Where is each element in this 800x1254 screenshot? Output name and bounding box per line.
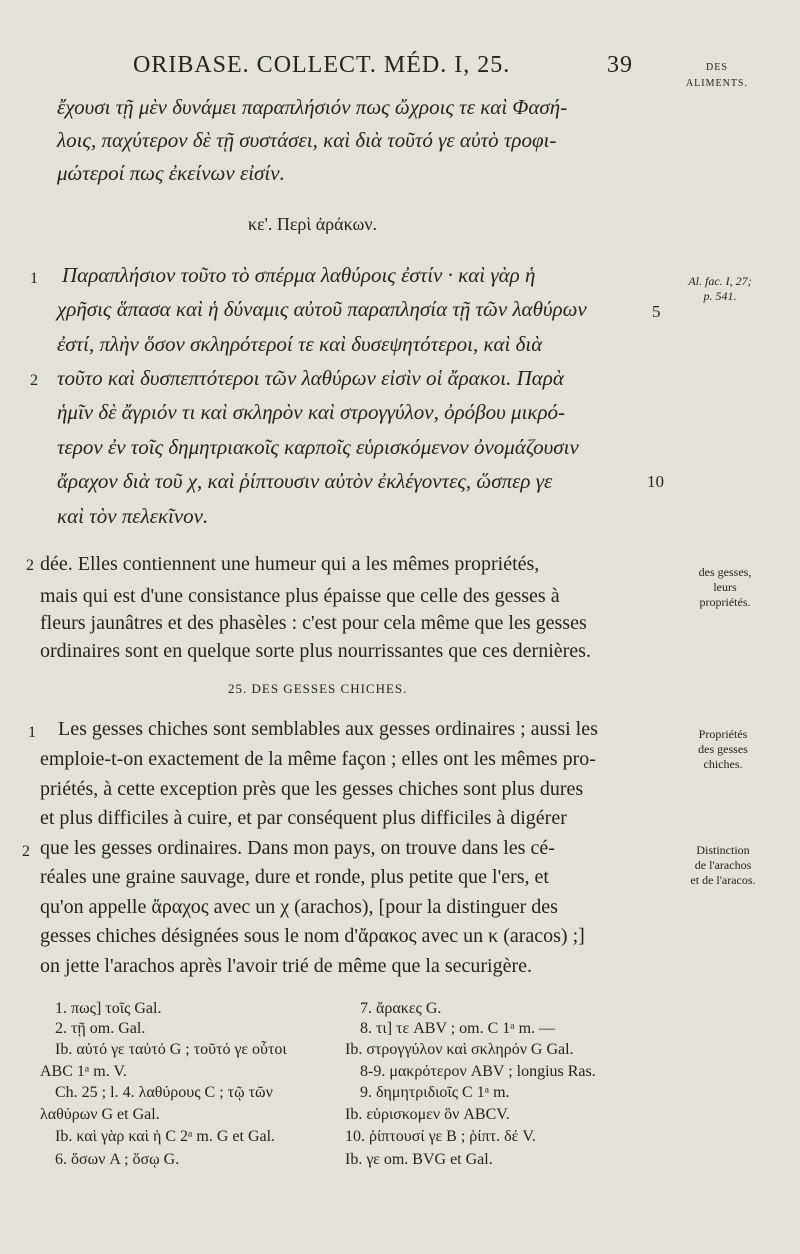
note-line: Propriétés [698,727,748,741]
footnote: 7. ἄρακες G. [360,1000,442,1017]
side-title-line: DES [706,62,728,73]
line-number: 10 [647,472,664,491]
greek-line: τοῦτο καὶ δυσπεπτότεροι τῶν λαθύρων εἰσὶν οἱ ἄρακοι. Παρὰ [57,366,564,390]
french-line: réales une graine sauvage, dure et ronde, plus petite que l'ers, et [40,866,549,888]
french-chapter-heading: 25. DES GESSES CHICHES. [228,681,408,696]
note-line: des gesses, [698,565,752,579]
footnote: Ib. εὑρισκομεν ὃν ABCV. [345,1106,510,1123]
footnote: ABC 1ᵃ m. V. [40,1063,127,1080]
footnote: 10. ῥίπτουσί γε B ; ῥίπτ. δέ V. [345,1128,536,1145]
french-line: qu'on appelle ἄραχος avec un χ (arachos), [pour la distinguer des [40,896,558,918]
line-number: 5 [652,302,661,321]
margin-note [668,727,778,772]
note-line: Al. fac. I, 27; [688,274,752,288]
margin-number: 2 [26,557,34,574]
margin-number: 2 [30,372,38,389]
french-line: Les gesses chiches sont semblables aux gesses ordinaires ; aussi les [58,718,598,740]
note-line: leurs [713,580,737,594]
french-line: dée. Elles contiennent une humeur qui a les mêmes propriétés, [40,553,540,575]
greek-line: Παραπλήσιον τοῦτο τὸ σπέρμα λαθύροις ἐστίν · καὶ γὰρ ἡ [62,263,536,287]
footnote: Ib. καὶ γὰρ καὶ ἡ C 2ᵃ m. G et Gal. [55,1128,276,1145]
page-number: 39 [607,52,633,78]
greek-line: τερον ἐν τοῖς δημητριακοῖς καρποῖς εὑρισκόμενον ὀνομάζουσιν [57,435,579,459]
note-line: chiches. [703,757,743,771]
greek-line: ἔχουσι τῇ μὲν δυνάμει παραπλήσιόν πως ὤχροις τε καὶ Φασή- [57,95,568,119]
footnote: 6. ὅσων A ; ὅσῳ G. [55,1151,180,1168]
margin-number: 2 [22,843,30,860]
greek-line: ἡμῖν δὲ ἄγριόν τι καὶ σκληρὸν καὶ στρογγύλον, ὀρόβου μικρό- [57,400,566,424]
french-line: gesses chiches désignées sous le nom d'ἄρακος avec un κ (aracos) ;] [40,925,585,947]
margin-number: 1 [30,270,38,287]
french-line: priétés, à cette exception près que les gesses chiches sont plus dures [40,778,584,800]
footnote: 8. τι] τε ABV ; om. C 1ᵃ m. — [360,1020,556,1037]
note-line: Distinction [696,843,750,857]
source-note [665,274,775,304]
margin-note [670,565,780,610]
footnote: Ib. αὐτό γε ταὐτό G ; τοῦτό γε οὗτοι [55,1041,287,1058]
footnote: Ib. γε om. BVG et Gal. [345,1151,493,1168]
note-line: de l'arachos [694,858,752,872]
footnote: 2. τῇ om. Gal. [55,1020,146,1037]
footnote: 9. δημητριδιοῖς C 1ᵃ m. [360,1084,510,1101]
greek-line: λοις, παχύτερον δὲ τῇ συστάσει, καὶ διὰ τοῦτό γε αὐτὸ τροφι- [57,128,557,152]
footnote: Ch. 25 ; l. 4. λαθύρους C ; τῷ τῶν [55,1084,273,1101]
footnote: Ib. στρογγύλον καὶ σκληρόν G Gal. [345,1041,574,1058]
french-line: mais qui est d'une consistance plus épaisse que celle des gesses à [40,585,560,607]
margin-number: 1 [28,724,36,741]
greek-line: χρῆσις ἅπασα καὶ ἡ δύναμις αὐτοῦ παραπλησία τῇ τῶν λαθύρων [57,297,587,321]
french-line: ordinaires sont en quelque sorte plus nourrissantes que ces dernières. [40,640,591,662]
greek-line: ἐστί, πλὴν ὅσον σκληρότεροί τε καὶ δυσεψητότεροι, καὶ διὰ [57,332,543,356]
running-header [133,52,633,79]
french-line: emploie-t-on exactement de la même façon ; elles ont les mêmes pro- [40,748,596,770]
greek-line: καὶ τὸν πελεκῖνον. [57,504,209,528]
note-line: des gesses [698,742,748,756]
margin-note [668,843,778,888]
header-title: ORIBASE. COLLECT. MÉD. I, 25. [133,52,511,78]
note-line: et de l'aracos. [690,873,756,887]
french-line: et plus difficiles à cuire, et par conséquent plus difficiles à digérer [40,807,567,829]
french-line: fleurs jaunâtres et des phasèles : c'est pour cela même que les gesses [40,612,587,634]
side-title-line: ALIMENTS. [685,78,748,89]
greek-line: ἄραχον διὰ τοῦ χ, καὶ ῥίπτουσιν αὐτὸν ἐκλέγοντες, ὥσπερ γε [57,469,553,493]
note-line: p. 541. [703,289,737,303]
side-title [686,60,748,92]
french-line: que les gesses ordinaires. Dans mon pays, on trouve dans les cé- [40,837,555,859]
note-line: propriétés. [699,595,751,609]
greek-chapter-heading: κε'. Περὶ ἀράκων. [248,214,377,234]
footnote: λαθύρων G et Gal. [40,1106,160,1123]
footnote: 8-9. μακρότερον ABV ; longius Ras. [360,1063,596,1080]
french-line: on jette l'arachos après l'avoir trié de même que la securigère. [40,955,532,977]
footnote: 1. πως] τοῖς Gal. [55,1000,162,1017]
greek-line: μώτεροί πως ἐκείνων εἰσίν. [57,161,285,185]
